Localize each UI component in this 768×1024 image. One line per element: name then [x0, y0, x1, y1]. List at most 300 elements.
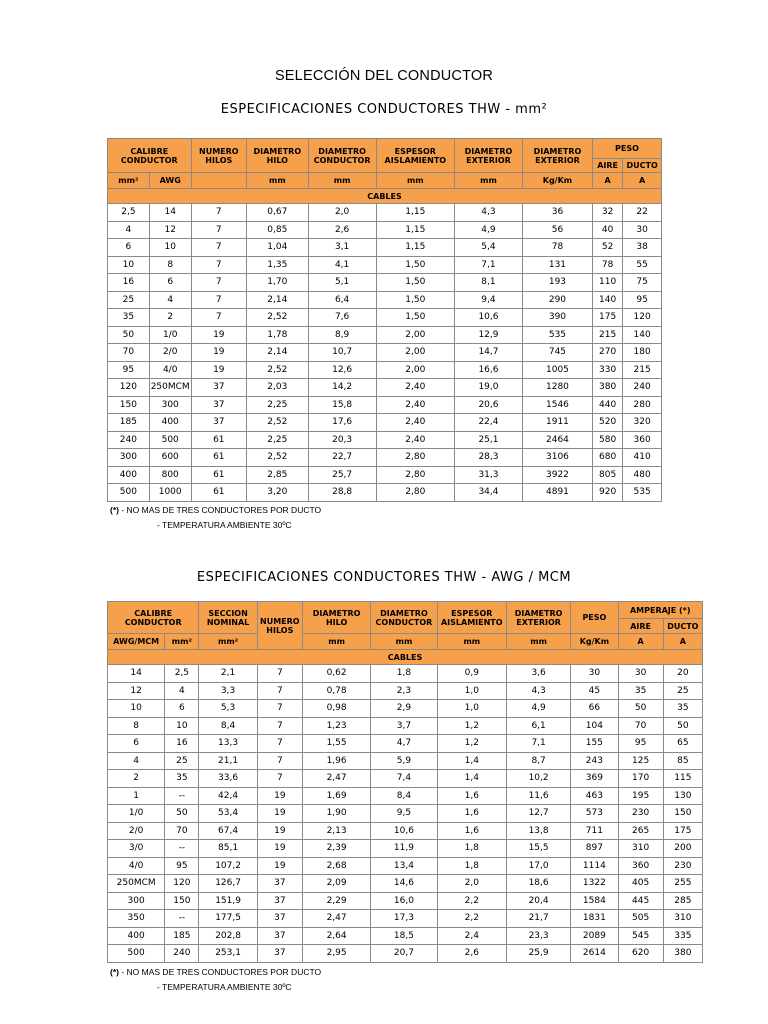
table-cell: 10	[150, 239, 191, 256]
table-row	[108, 292, 661, 309]
header-diam-exterior: DIAMETRO EXTERIOR	[507, 602, 570, 633]
table-cell: 2,80	[377, 484, 454, 501]
table-cell: 25	[165, 753, 198, 770]
table-cell: 9,5	[371, 805, 436, 822]
table-cell: 250MCM	[150, 379, 191, 396]
table-cell: 1,6	[438, 823, 506, 840]
unit-cell: mm²	[108, 173, 149, 188]
table-cell: 140	[623, 327, 661, 344]
table-cell: 1,50	[377, 274, 454, 291]
table-cell: 1,15	[377, 204, 454, 221]
table-cell: 300	[108, 893, 164, 910]
table-cell: 12,7	[507, 805, 570, 822]
table-cell: --	[165, 840, 198, 857]
table-cell: 2,95	[303, 945, 370, 962]
table-cell: 13,3	[199, 735, 256, 752]
header-espesor: ESPESOR AISLAMIENTO	[438, 602, 506, 633]
table-cell: 61	[192, 484, 246, 501]
table-cell: 42,4	[199, 788, 256, 805]
table-cell: 520	[593, 414, 622, 431]
table-cell: 0,78	[303, 683, 370, 700]
table-cell: 14,6	[371, 875, 436, 892]
table-cell: 50	[619, 700, 663, 717]
table-cell: 1,2	[438, 718, 506, 735]
table-cell: 20,4	[507, 893, 570, 910]
table-cell: 2,2	[438, 910, 506, 927]
table-cell: 25	[108, 292, 149, 309]
table2-title: ESPECIFICACIONES CONDUCTORES THW - AWG / MCM	[196, 570, 572, 585]
header-amperaje: AMPERAJE (*)	[619, 602, 703, 618]
table-cell: 6	[108, 735, 164, 752]
table-row	[108, 875, 702, 892]
table-cell: 7	[258, 735, 302, 752]
table-cell: 20	[664, 665, 702, 682]
table-cell: 2614	[571, 945, 617, 962]
table-cell: 35	[619, 683, 663, 700]
table-cell: 120	[165, 875, 198, 892]
table-cell: 6	[165, 700, 198, 717]
table-cell: 400	[108, 928, 164, 945]
table-cell: 8,9	[309, 327, 376, 344]
header-calibre: CALIBRE CONDUCTOR	[108, 139, 191, 172]
table-cell: 745	[523, 344, 592, 361]
table-cell: 10,6	[371, 823, 436, 840]
table-cell: 330	[593, 362, 622, 379]
table-row	[108, 735, 702, 752]
table-cell: 200	[664, 840, 702, 857]
table-cell: 7	[192, 222, 246, 239]
cables-label: CABLES	[108, 650, 702, 664]
table-cell: 61	[192, 449, 246, 466]
table-cell: 4,1	[309, 257, 376, 274]
table-row	[108, 362, 661, 379]
table-cell: 410	[623, 449, 661, 466]
table-cell: 78	[593, 257, 622, 274]
table-cell: 4	[150, 292, 191, 309]
table-cell: 3,1	[309, 239, 376, 256]
table-row	[108, 309, 661, 326]
table-cell: 34,4	[455, 484, 522, 501]
unit-cell: mm	[309, 173, 376, 188]
table-cell: 185	[108, 414, 149, 431]
table-cell: 25,9	[507, 945, 570, 962]
table-cell: 2,00	[377, 362, 454, 379]
table-cell: 8	[108, 718, 164, 735]
unit-cell: mm	[455, 173, 522, 188]
table-row	[108, 484, 661, 501]
table-cell: 52	[593, 239, 622, 256]
table-cell: 10,2	[507, 770, 570, 787]
header-hilos: NUMERO HILOS	[192, 139, 246, 172]
table-cell: 2,29	[303, 893, 370, 910]
table-cell: 380	[664, 945, 702, 962]
table-cell: 2,80	[377, 467, 454, 484]
table-cell: 3,7	[371, 718, 436, 735]
table-cell: 16,0	[371, 893, 436, 910]
table-cell: 1,55	[303, 735, 370, 752]
table-cell: 17,0	[507, 858, 570, 875]
table-cell: 38	[623, 239, 661, 256]
table-cell: 78	[523, 239, 592, 256]
table-cell: 7	[192, 274, 246, 291]
table-row	[108, 753, 702, 770]
table-cell: 4,7	[371, 735, 436, 752]
table-cell: 1,0	[438, 700, 506, 717]
table-cell: 8	[150, 257, 191, 274]
table-cell: 125	[619, 753, 663, 770]
table-row	[108, 788, 702, 805]
table-cell: 70	[108, 344, 149, 361]
table-cell: 37	[258, 875, 302, 892]
table-cell: 7	[258, 700, 302, 717]
table-cell: 6,1	[507, 718, 570, 735]
table-cell: 1,15	[377, 222, 454, 239]
table-cell: 240	[165, 945, 198, 962]
table-cell: 31,3	[455, 467, 522, 484]
table-cell: 805	[593, 467, 622, 484]
table-cell: 463	[571, 788, 617, 805]
table-cell: 300	[108, 449, 149, 466]
table-cell: 67,4	[199, 823, 256, 840]
unit-cell: mm²	[199, 634, 256, 649]
table-cell: 2,13	[303, 823, 370, 840]
table-cell: 61	[192, 467, 246, 484]
header-calibre: CALIBRE CONDUCTOR	[108, 602, 198, 633]
table-cell: 3,6	[507, 665, 570, 682]
header-espesor: ESPESOR AISLAMIENTO	[377, 139, 454, 172]
table-cell: 440	[593, 397, 622, 414]
table-cell: 8,7	[507, 753, 570, 770]
table-cell: 37	[258, 928, 302, 945]
table-cell: 8,4	[199, 718, 256, 735]
table-cell: 22	[623, 204, 661, 221]
table-cell: 6,4	[309, 292, 376, 309]
table-cell: 1,78	[247, 327, 308, 344]
table-cell: 400	[150, 414, 191, 431]
table-cell: 1,04	[247, 239, 308, 256]
table-cell: 500	[150, 432, 191, 449]
table-cell: 1,8	[438, 858, 506, 875]
table-cell: 115	[664, 770, 702, 787]
table-cell: 800	[150, 467, 191, 484]
table-row	[108, 432, 661, 449]
table-cell: 2,4	[438, 928, 506, 945]
table-cell: 2464	[523, 432, 592, 449]
table-cell: 4/0	[150, 362, 191, 379]
table-cell: 155	[571, 735, 617, 752]
unit-cell: A	[623, 173, 661, 188]
table-cell: 290	[523, 292, 592, 309]
table-row	[108, 928, 702, 945]
table-cell: 500	[108, 945, 164, 962]
table-cell: 7,6	[309, 309, 376, 326]
table-cell: 85	[664, 753, 702, 770]
unit-cell: mm	[438, 634, 506, 649]
table-cell: 4,9	[455, 222, 522, 239]
table-cell: 270	[593, 344, 622, 361]
table-cell: 5,3	[199, 700, 256, 717]
table-cell: 1,2	[438, 735, 506, 752]
table-cell: 14	[108, 665, 164, 682]
table-cell: 16	[108, 274, 149, 291]
header-ducto: DUCTO	[664, 619, 702, 633]
table-row	[108, 700, 702, 717]
table-cell: 35	[664, 700, 702, 717]
table-cell: 1,4	[438, 770, 506, 787]
table-cell: 0,85	[247, 222, 308, 239]
table-cell: 1	[108, 788, 164, 805]
table-cell: 2,00	[377, 327, 454, 344]
table-cell: 2/0	[150, 344, 191, 361]
table-row	[108, 467, 661, 484]
table-cell: 22,4	[455, 414, 522, 431]
table-cell: 33,6	[199, 770, 256, 787]
table-cell: 500	[108, 484, 149, 501]
table-cell: 255	[664, 875, 702, 892]
table-row	[108, 414, 661, 431]
unit-cell: mm	[303, 634, 370, 649]
table-cell: 4,3	[507, 683, 570, 700]
table-cell: 445	[619, 893, 663, 910]
table-cell: 10	[108, 257, 149, 274]
table-cell: 1,6	[438, 805, 506, 822]
header-peso: PESO	[571, 602, 617, 633]
table-cell: 2,1	[199, 665, 256, 682]
table-cell: 3/0	[108, 840, 164, 857]
table-cell: 0,62	[303, 665, 370, 682]
table-cell: 120	[108, 379, 149, 396]
table-cell: 711	[571, 823, 617, 840]
note-temperature: - TEMPERATURA AMBIENTE 30ºC	[157, 982, 292, 992]
table-cell: 10	[165, 718, 198, 735]
table-cell: 360	[619, 858, 663, 875]
table-cell: 30	[571, 665, 617, 682]
table-cell: 16,6	[455, 362, 522, 379]
table-cell: 8,1	[455, 274, 522, 291]
table-cell: 10	[108, 700, 164, 717]
table-cell: 240	[108, 432, 149, 449]
table-cell: 5,9	[371, 753, 436, 770]
table-cell: 70	[165, 823, 198, 840]
table-cell: 35	[108, 309, 149, 326]
table-row	[108, 840, 702, 857]
table-cell: 151,9	[199, 893, 256, 910]
table-cell: 20,3	[309, 432, 376, 449]
table-cell: 1114	[571, 858, 617, 875]
table-cell: 70	[619, 718, 663, 735]
table-cell: 230	[664, 858, 702, 875]
table-cell: 30	[619, 665, 663, 682]
table-cell: 61	[192, 432, 246, 449]
table-cell: 65	[664, 735, 702, 752]
table-cell: 126,7	[199, 875, 256, 892]
table-cell: 7	[258, 770, 302, 787]
table-cell: 20,6	[455, 397, 522, 414]
table-cell: 2,14	[247, 344, 308, 361]
table-cell: 243	[571, 753, 617, 770]
table-cell: 2,6	[438, 945, 506, 962]
units-row	[108, 173, 661, 188]
table-cell: 202,8	[199, 928, 256, 945]
header-diam-exterior: DIAMETRO EXTERIOR	[455, 139, 522, 172]
table-cell: 897	[571, 840, 617, 857]
table-cell: 22,7	[309, 449, 376, 466]
table-cell: 405	[619, 875, 663, 892]
header-diam-hilo: DIAMETRO HILO	[247, 139, 308, 172]
table-cell: 19	[192, 327, 246, 344]
table-cell: 320	[623, 414, 661, 431]
table-cell: 1,15	[377, 239, 454, 256]
table-cell: 19	[258, 858, 302, 875]
table-cell: 15,8	[309, 397, 376, 414]
table-cell: 37	[258, 910, 302, 927]
table-cell: 66	[571, 700, 617, 717]
table-cell: 55	[623, 257, 661, 274]
table-cell: 535	[523, 327, 592, 344]
table-cell: 185	[165, 928, 198, 945]
table-cell: 2,25	[247, 397, 308, 414]
table-cell: 17,3	[371, 910, 436, 927]
table-cell: 680	[593, 449, 622, 466]
table-cell: 2,68	[303, 858, 370, 875]
table-cell: --	[165, 788, 198, 805]
table-cell: 2,0	[438, 875, 506, 892]
table-cell: 19	[258, 823, 302, 840]
table-cell: 131	[523, 257, 592, 274]
table-cell: 2,85	[247, 467, 308, 484]
table-cell: 56	[523, 222, 592, 239]
table-row	[108, 327, 661, 344]
table-cell: 107,2	[199, 858, 256, 875]
table-cell: 4	[108, 222, 149, 239]
table-cell: 1322	[571, 875, 617, 892]
table-cell: 0,98	[303, 700, 370, 717]
table-cell: 2,3	[371, 683, 436, 700]
table-cell: --	[165, 910, 198, 927]
table-cell: 16	[165, 735, 198, 752]
table-cell: 13,8	[507, 823, 570, 840]
table-row	[108, 858, 702, 875]
table-cell: 1,50	[377, 257, 454, 274]
table-cell: 2089	[571, 928, 617, 945]
table-cell: 177,5	[199, 910, 256, 927]
table-cell: 600	[150, 449, 191, 466]
table-cell: 4	[165, 683, 198, 700]
table-cell: 45	[571, 683, 617, 700]
table-row	[108, 770, 702, 787]
table-cell: 1911	[523, 414, 592, 431]
unit-cell: mm	[377, 173, 454, 188]
table-row	[108, 239, 661, 256]
table-cell: 2,6	[309, 222, 376, 239]
cables-label: CABLES	[108, 189, 661, 203]
table-cell: 19	[258, 840, 302, 857]
table-cell: 140	[593, 292, 622, 309]
table-row	[108, 449, 661, 466]
table-cell: 53,4	[199, 805, 256, 822]
table-cell: 350	[108, 910, 164, 927]
table-cell: 95	[108, 362, 149, 379]
table-cell: 1,0	[438, 683, 506, 700]
table-cell: 2,52	[247, 309, 308, 326]
table-cell: 175	[593, 309, 622, 326]
table-cell: 2,40	[377, 414, 454, 431]
table-cell: 14,2	[309, 379, 376, 396]
unit-cell: A	[664, 634, 702, 649]
table-cell: 7	[192, 292, 246, 309]
table-cell: 7,1	[455, 257, 522, 274]
table-cell: 7	[192, 239, 246, 256]
table-cell: 0,9	[438, 665, 506, 682]
table-cell: 2,5	[165, 665, 198, 682]
table-cell: 50	[165, 805, 198, 822]
header-seccion: SECCION NOMINAL	[199, 602, 256, 633]
table-cell: 75	[623, 274, 661, 291]
table-cell: 30	[623, 222, 661, 239]
spec-table-awg	[107, 601, 703, 963]
table-cell: 14,7	[455, 344, 522, 361]
table-cell: 4,9	[507, 700, 570, 717]
table-cell: 2,00	[377, 344, 454, 361]
table-cell: 2,52	[247, 362, 308, 379]
table-cell: 4891	[523, 484, 592, 501]
table-cell: 2,47	[303, 910, 370, 927]
table-cell: 32	[593, 204, 622, 221]
table-cell: 369	[571, 770, 617, 787]
table-cell: 35	[165, 770, 198, 787]
table-cell: 19,0	[455, 379, 522, 396]
table-cell: 2,80	[377, 449, 454, 466]
table-cell: 480	[623, 467, 661, 484]
table-cell: 28,8	[309, 484, 376, 501]
table-cell: 920	[593, 484, 622, 501]
table-cell: 285	[664, 893, 702, 910]
unit-cell: AWG	[150, 173, 191, 188]
table-cell: 2,5	[108, 204, 149, 221]
table-cell: 8,4	[371, 788, 436, 805]
table-cell: 0,67	[247, 204, 308, 221]
table-cell: 18,5	[371, 928, 436, 945]
table-cell: 1000	[150, 484, 191, 501]
table-cell: 2,09	[303, 875, 370, 892]
table-cell: 2/0	[108, 823, 164, 840]
header-diam-exterior-2: DIAMETRO EXTERIOR	[523, 139, 592, 172]
table-cell: 400	[108, 467, 149, 484]
table-cell: 9,4	[455, 292, 522, 309]
table-cell: 3,3	[199, 683, 256, 700]
table-cell: 380	[593, 379, 622, 396]
page-title: SELECCIÓN DEL CONDUCTOR	[274, 68, 494, 84]
table-cell: 1,8	[371, 665, 436, 682]
table-cell: 3106	[523, 449, 592, 466]
table-cell: 545	[619, 928, 663, 945]
header-aire: AIRE	[593, 159, 622, 172]
table-cell: 6	[108, 239, 149, 256]
table-cell: 390	[523, 309, 592, 326]
table-row	[108, 379, 661, 396]
table-row	[108, 823, 702, 840]
table-cell: 120	[623, 309, 661, 326]
table-cell: 10,7	[309, 344, 376, 361]
table-cell: 2,40	[377, 379, 454, 396]
table-cell: 19	[192, 362, 246, 379]
note-asterisk: (*)	[110, 505, 119, 515]
table-cell: 7,4	[371, 770, 436, 787]
table-cell: 620	[619, 945, 663, 962]
table-row	[108, 683, 702, 700]
unit-cell: AWG/MCM	[108, 634, 164, 649]
table-cell: 1/0	[150, 327, 191, 344]
